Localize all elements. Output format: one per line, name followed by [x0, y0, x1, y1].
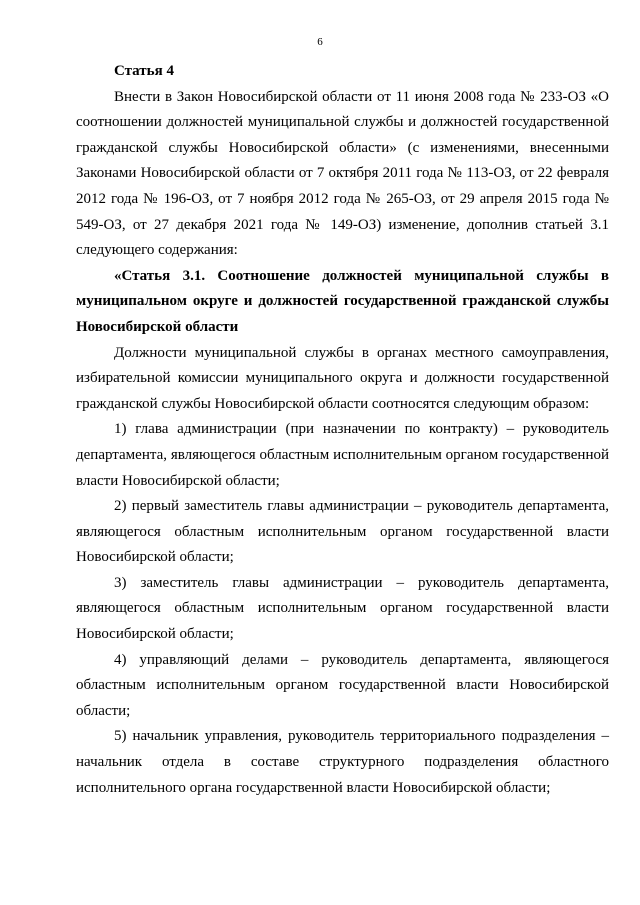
list-item: 4) управляющий делами – руководитель департамента, являющегося областным исполнительным органом государственной власти Новосибирской области;: [76, 651, 609, 719]
list-item: 2) первый заместитель главы администрации – руководитель департамента, являющегося областным исполнительным органом государственной власти Новосибирской области;: [76, 498, 609, 566]
lead-paragraph: Должности муниципальной службы в органах местного самоуправления, избирательной комиссии муниципального округа и должности государственной гражданской службы Новосибирской области соотносятся следующим образом:: [76, 344, 609, 412]
article-title: Статья 4: [114, 63, 174, 79]
new-article-title: «Статья 3.1. Соотношение должностей муниципальной службы в муниципальном округе и должностей государственной гражданской службы Новосибирской области: [76, 267, 609, 335]
page-number: 6: [317, 36, 323, 48]
list-item: 5) начальник управления, руководитель территориального подразделения – начальник отдела в составе структурного подразделения областного исполнительного органа государственной власти Новосибирской области;: [76, 728, 609, 796]
list-item: 1) глава администрации (при назначении по контракту) – руководитель департамента, являющегося областным исполнительным органом государственной власти Новосибирской области;: [76, 421, 609, 489]
document-body: [76, 59, 609, 801]
intro-paragraph: Внести в Закон Новосибирской области от 11 июня 2008 года № 233-ОЗ «О соотношении должностей муниципальной службы и должностей государственной гражданской службы Новосибирской области» (с изменениями, внесенными Законами Новосибирской области от 7 октября 2011 года № 113-ОЗ, от 22 февраля 2012 года № 196-ОЗ, от 7 ноября 2012 года № 265-ОЗ, от 29 апреля 2015 года № 549-ОЗ, от 27 декабря 2021 года № 149-ОЗ) изменение, дополнив статьей 3.1 следующего содержания:: [76, 88, 609, 259]
list-item: 3) заместитель главы администрации – руководитель департамента, являющегося областным исполнительным органом государственной власти Новосибирской области;: [76, 574, 609, 643]
